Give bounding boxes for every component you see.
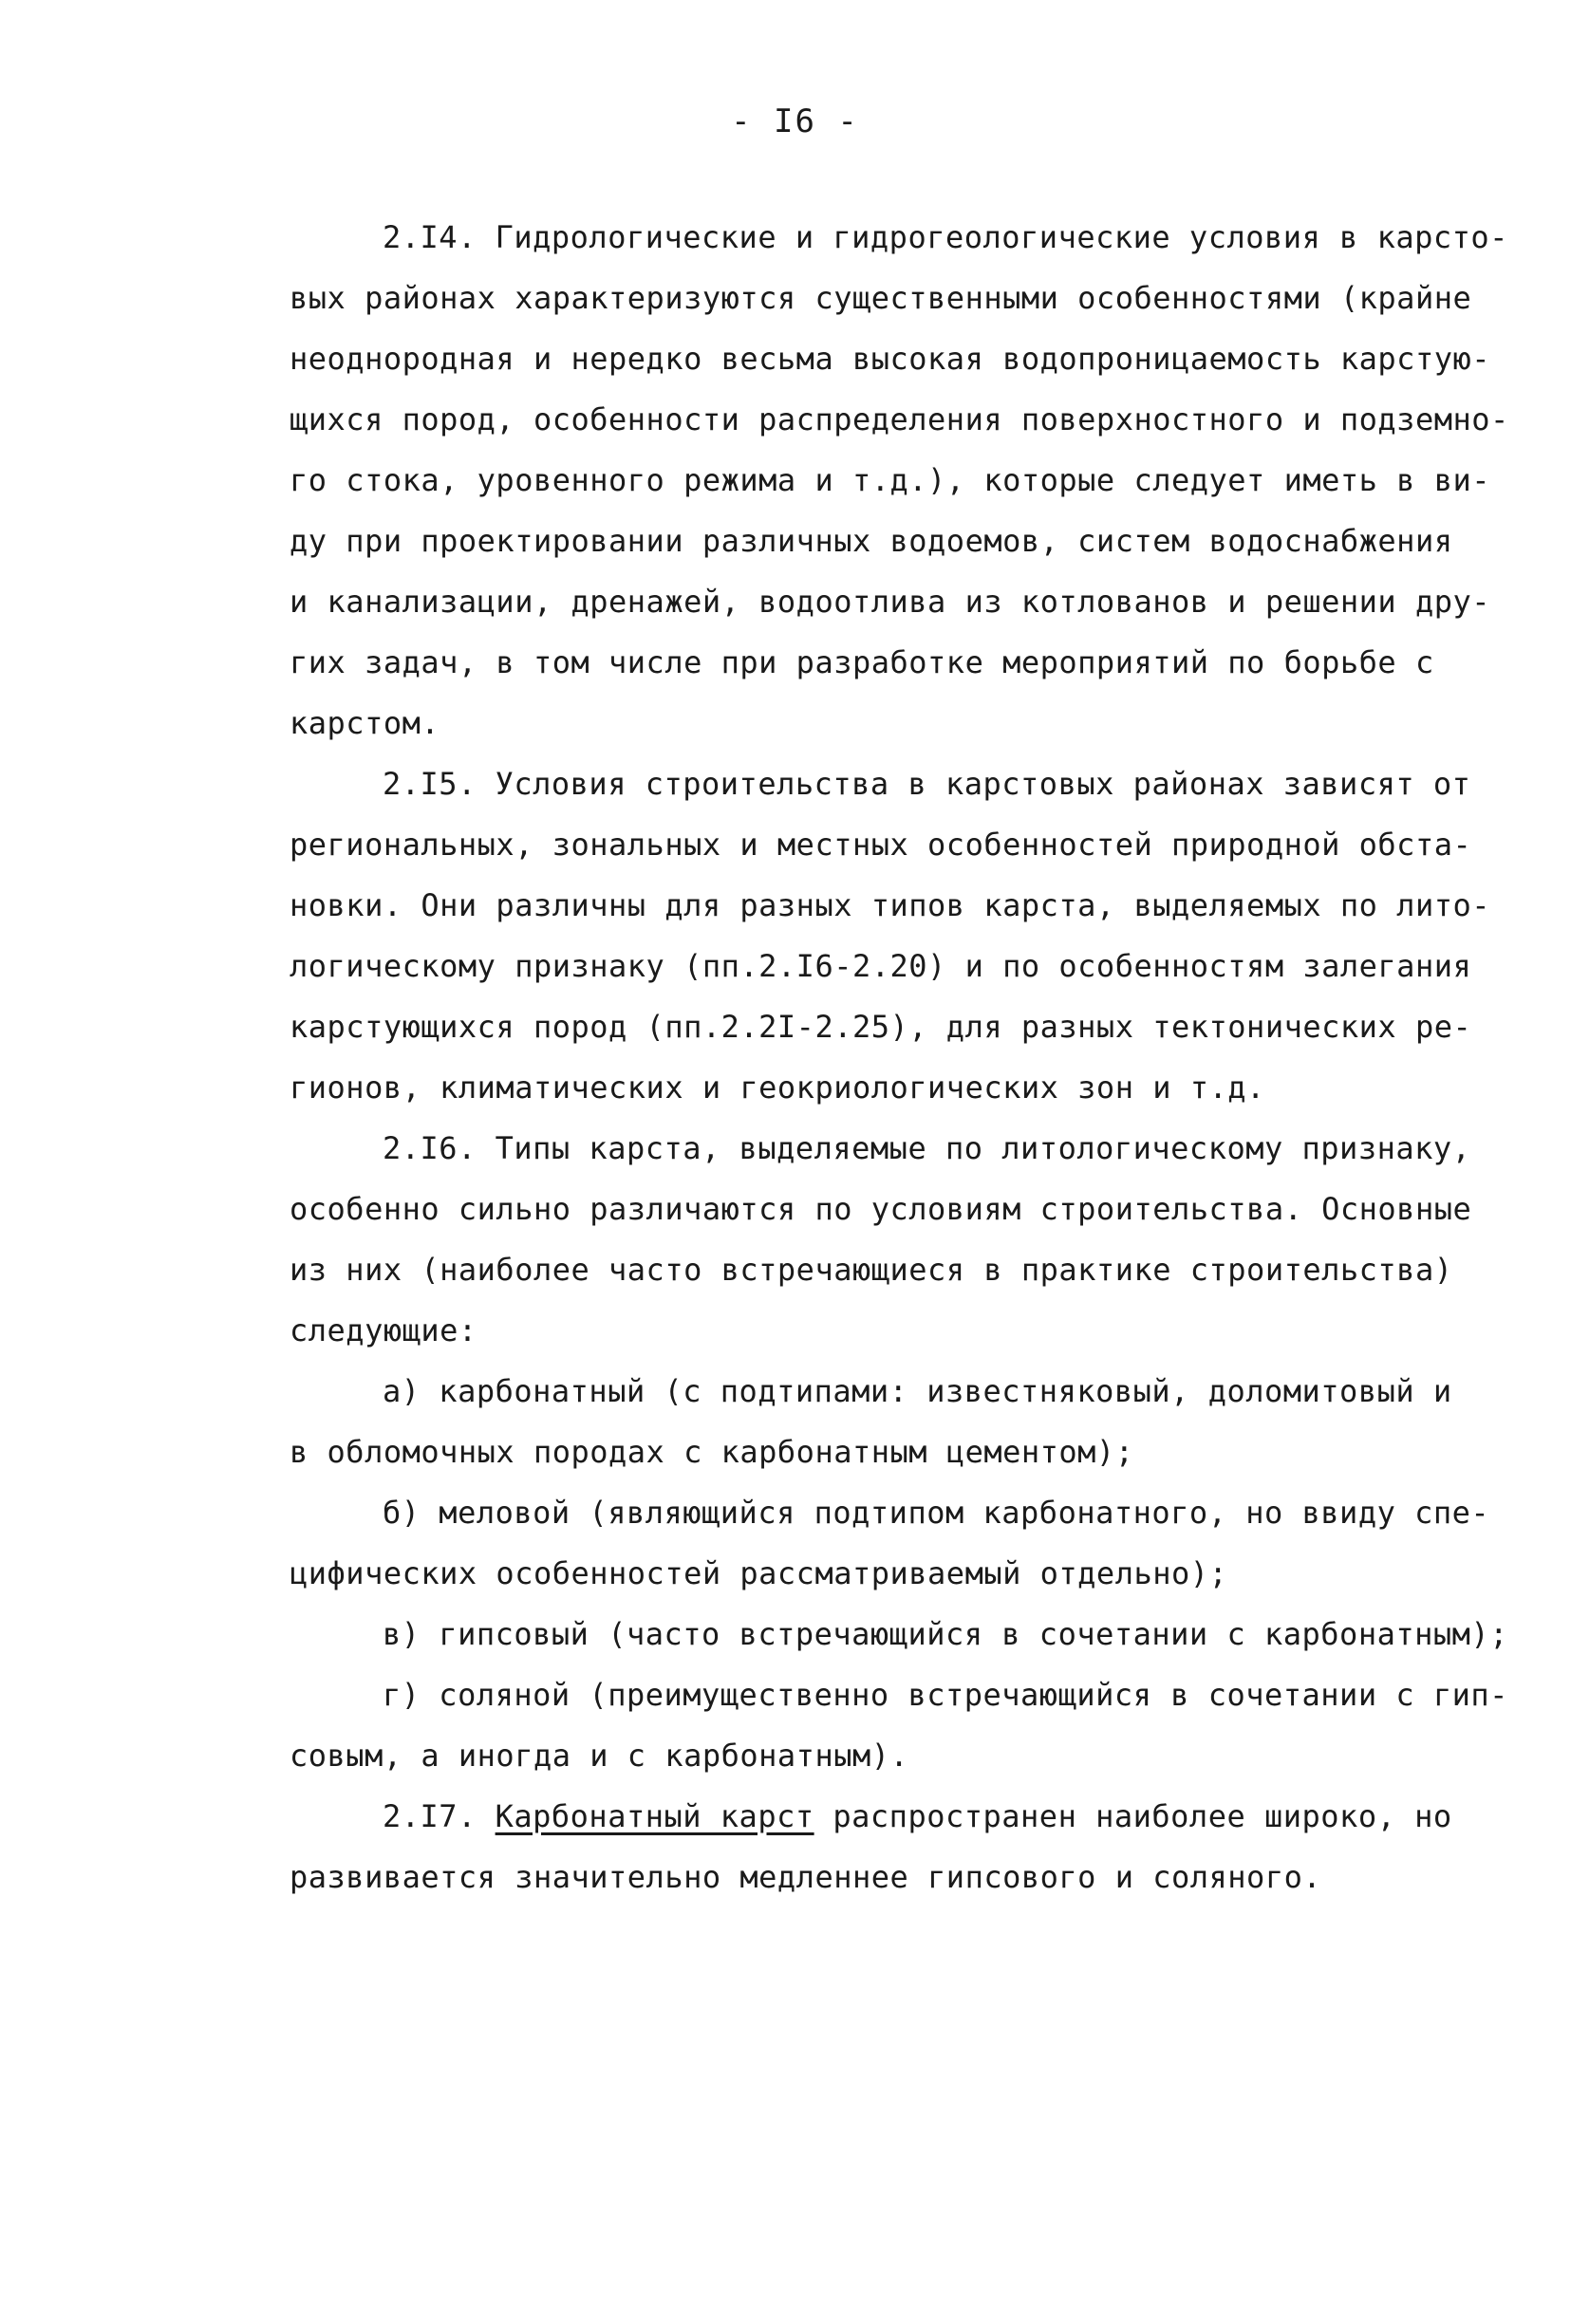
underlined-term: Карбонатный карст	[495, 1798, 814, 1834]
text-line	[290, 1786, 1524, 1847]
text-line: вых районах характеризуются существенными особенностями (крайне	[290, 280, 1472, 316]
text-line: цифических особенностей рассматриваемый отдельно);	[290, 1555, 1228, 1591]
text-line: 2.I6. Типы карста, выделяемые по литологическому признаку,	[383, 1130, 1471, 1166]
text-line: в обломочных породах с карбонатным цементом);	[290, 1434, 1134, 1470]
text-line: региональных, зональных и местных особенностей природной обста-	[290, 827, 1472, 863]
text-line: гионов, климатических и геокриологических зон и т.д.	[290, 1069, 1265, 1106]
text-line: и канализации, дренажей, водоотлива из котлованов и решении дру-	[290, 584, 1490, 620]
text-line: совым, а иногда и с карбонатным).	[290, 1738, 909, 1774]
text-span: распространен наиболее широко, но	[814, 1798, 1452, 1834]
text-line: 2.I5. Условия строительства в карстовых районах зависят от	[383, 766, 1471, 802]
text-line: г) соляной (преимущественно встречающийся в сочетании с гип-	[383, 1677, 1508, 1713]
text-line: логическому признаку (пп.2.I6-2.20) и по особенностям залегания	[290, 948, 1472, 984]
text-line: 2.I4. Гидрологические и гидрогеологические условия в карсто-	[383, 219, 1508, 255]
text-line: из них (наиболее часто встречающиеся в практике строительства)	[290, 1252, 1453, 1288]
text-span: 2.I7.	[383, 1798, 496, 1834]
text-line: щихся пород, особенности распределения поверхностного и подземно-	[290, 401, 1509, 437]
body-text	[290, 207, 1524, 1907]
text-line: а) карбонатный (с подтипами: известняковый, доломитовый и	[383, 1373, 1452, 1409]
text-line: особенно сильно различаются по условиям строительства. Основные	[290, 1191, 1472, 1227]
text-line: следующие:	[290, 1312, 477, 1348]
text-line: ду при проектировании различных водоемов, систем водоснабжения	[290, 523, 1453, 559]
page-number: - I6 -	[731, 102, 859, 140]
text-line: развивается значительно медленнее гипсового и соляного.	[290, 1859, 1322, 1895]
text-line: карстующихся пород (пп.2.2I-2.25), для разных тектонических ре-	[290, 1009, 1472, 1045]
text-line: карстом.	[290, 705, 440, 741]
text-line: неоднородная и нередко весьма высокая водопроницаемость карстую-	[290, 341, 1490, 377]
text-line: в) гипсовый (часто встречающийся в сочетании с карбонатным);	[383, 1616, 1508, 1652]
text-line: б) меловой (являющийся подтипом карбонатного, но ввиду спе-	[383, 1495, 1490, 1531]
text-line: го стока, уровенного режима и т.д.), которые следует иметь в ви-	[290, 462, 1490, 498]
text-line: гих задач, в том числе при разработке мероприятий по борьбе с	[290, 644, 1434, 680]
text-line: новки. Они различны для разных типов карста, выделяемых по лито-	[290, 887, 1490, 923]
